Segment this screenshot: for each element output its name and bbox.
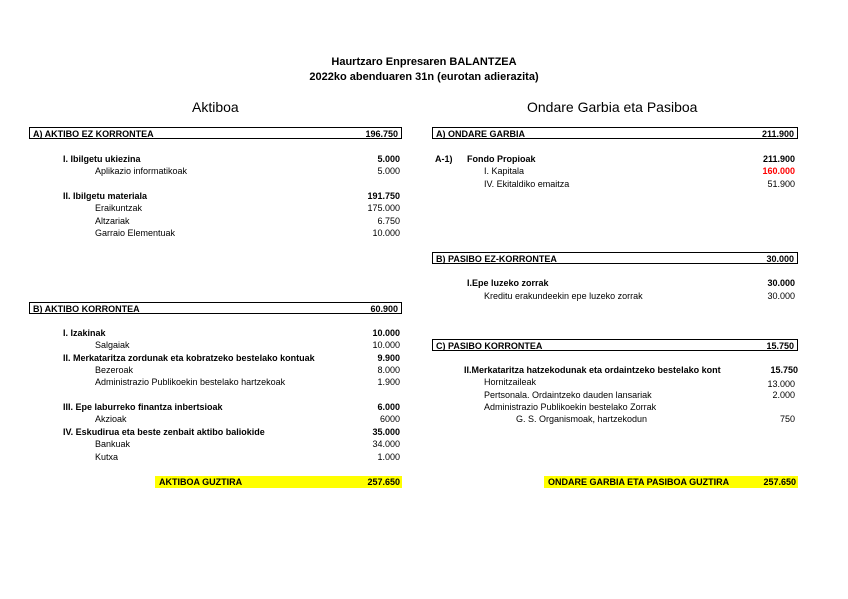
buildings-label: Eraikuntzak — [95, 203, 143, 213]
assets-total — [155, 476, 402, 488]
own-funds-label: Fondo Propioak — [467, 154, 536, 164]
inventories-label: I. Izakinak — [63, 328, 106, 338]
cash-value: 35.000 — [372, 427, 400, 437]
current-liabilities-label: C) PASIBO KORRONTEA — [436, 341, 543, 351]
wages-payable-label: Pertsonala. Ordaintzeko dauden lansariak — [484, 390, 652, 400]
document-title: Haurtzaro Enpresaren BALANTZEA — [331, 56, 517, 68]
buildings-value: 175.000 — [367, 203, 400, 213]
shares-value: 6000 — [379, 414, 400, 424]
long-term-debt-value: 30.000 — [767, 278, 795, 288]
trade-creditors-label: II.Merkataritza hatzekodunak eta ordaintzeko bestelako kont — [464, 365, 721, 375]
equity-liabilities-total-label: ONDARE GARBIA ETA PASIBOA GUZTIRA — [548, 477, 730, 487]
banks-label: Bankuak — [95, 439, 131, 449]
assets-total-label: AKTIBOA GUZTIRA — [159, 477, 243, 487]
bank-loans-label: Kreditu erakundeekin epe luzeko zorrak — [484, 291, 643, 301]
wages-payable-value: 2.000 — [772, 390, 795, 400]
trade-creditors-value: 15.750 — [770, 365, 798, 375]
current-assets-header — [29, 302, 402, 314]
non-current-assets-header — [29, 127, 402, 139]
intangible-value: 5.000 — [377, 154, 400, 164]
software-label: Aplikazio informatikoak — [95, 166, 188, 176]
tangible-label: II. Ibilgetu materiala — [63, 191, 148, 201]
public-admin-receivable-value: 1.900 — [377, 377, 400, 387]
furniture-value: 6.750 — [377, 216, 400, 226]
software-value: 5.000 — [377, 166, 400, 176]
furniture-label: Altzariak — [95, 216, 130, 226]
own-funds-value: 211.900 — [762, 154, 795, 164]
trade-debtors-label: II. Merkataritza zordunak eta kobratzeko bestelako kontuak — [63, 353, 315, 363]
suppliers-value: 13.000 — [767, 379, 795, 389]
customers-label: Bezeroak — [95, 365, 134, 375]
intangible-label: I. Ibilgetu ukiezina — [63, 154, 141, 164]
equity-liabilities-total — [544, 476, 798, 488]
social-security-value: 750 — [779, 414, 795, 424]
transport-value: 10.000 — [372, 228, 400, 238]
non-current-assets-label: A) AKTIBO EZ KORRONTEA — [33, 129, 154, 139]
cash-label: IV. Eskudirua eta beste zenbait aktibo baliokide — [63, 427, 265, 437]
trade-debtors-value: 9.900 — [377, 353, 400, 363]
equity-value: 211.900 — [761, 129, 794, 139]
transport-label: Garraio Elementuak — [95, 228, 176, 238]
capital-value: 160.000 — [762, 166, 795, 176]
goods-value: 10.000 — [372, 340, 400, 350]
equity-label: A) ONDARE GARBIA — [436, 129, 525, 139]
public-admin-receivable-label: Administrazio Publikoekin bestelako hartzekoak — [95, 377, 286, 387]
non-current-liabilities-label: B) PASIBO EZ-KORRONTEA — [436, 254, 557, 264]
suppliers-label: Hornitzaileak — [484, 377, 537, 387]
non-current-assets-value: 196.750 — [365, 129, 398, 139]
assets-heading: Aktiboa — [192, 99, 239, 115]
tangible-value: 191.750 — [367, 191, 400, 201]
inventories-value: 10.000 — [372, 328, 400, 338]
long-term-debt-label: I.Epe luzeko zorrak — [467, 278, 549, 288]
customers-value: 8.000 — [377, 365, 400, 375]
public-admin-payable-label: Administrazio Publikoekin bestelako Zorrak — [484, 402, 657, 412]
non-current-liabilities-value: 30.000 — [766, 254, 794, 264]
current-assets-value: 60.900 — [370, 304, 398, 314]
capital-label: I. Kapitala — [484, 166, 525, 176]
assets-total-value: 257.650 — [367, 477, 400, 487]
non-current-liabilities-header — [432, 252, 798, 264]
equity-liabilities-heading: Ondare Garbia eta Pasiboa — [527, 99, 698, 115]
equity-liabilities-total-value: 257.650 — [763, 477, 796, 487]
current-liabilities-header — [432, 339, 798, 351]
goods-label: Salgaiak — [95, 340, 130, 350]
period-result-label: IV. Ekitaldiko emaitza — [484, 179, 570, 189]
banks-value: 34.000 — [372, 439, 400, 449]
own-funds-code: A-1) — [435, 154, 453, 164]
equity-header — [432, 127, 798, 139]
document-subtitle: 2022ko abenduaren 31n (eurotan adierazita) — [309, 71, 539, 83]
bank-loans-value: 30.000 — [767, 291, 795, 301]
current-liabilities-value: 15.750 — [766, 341, 794, 351]
short-term-investments-value: 6.000 — [377, 402, 400, 412]
cash-box-value: 1.000 — [377, 452, 400, 462]
short-term-investments-label: III. Epe laburreko finantza inbertsioak — [63, 402, 223, 412]
cash-box-label: Kutxa — [95, 452, 119, 462]
period-result-value: 51.900 — [767, 179, 795, 189]
social-security-label: G. S. Organismoak, hartzekodun — [516, 414, 648, 424]
current-assets-label: B) AKTIBO KORRONTEA — [33, 304, 140, 314]
shares-label: Akzioak — [95, 414, 127, 424]
